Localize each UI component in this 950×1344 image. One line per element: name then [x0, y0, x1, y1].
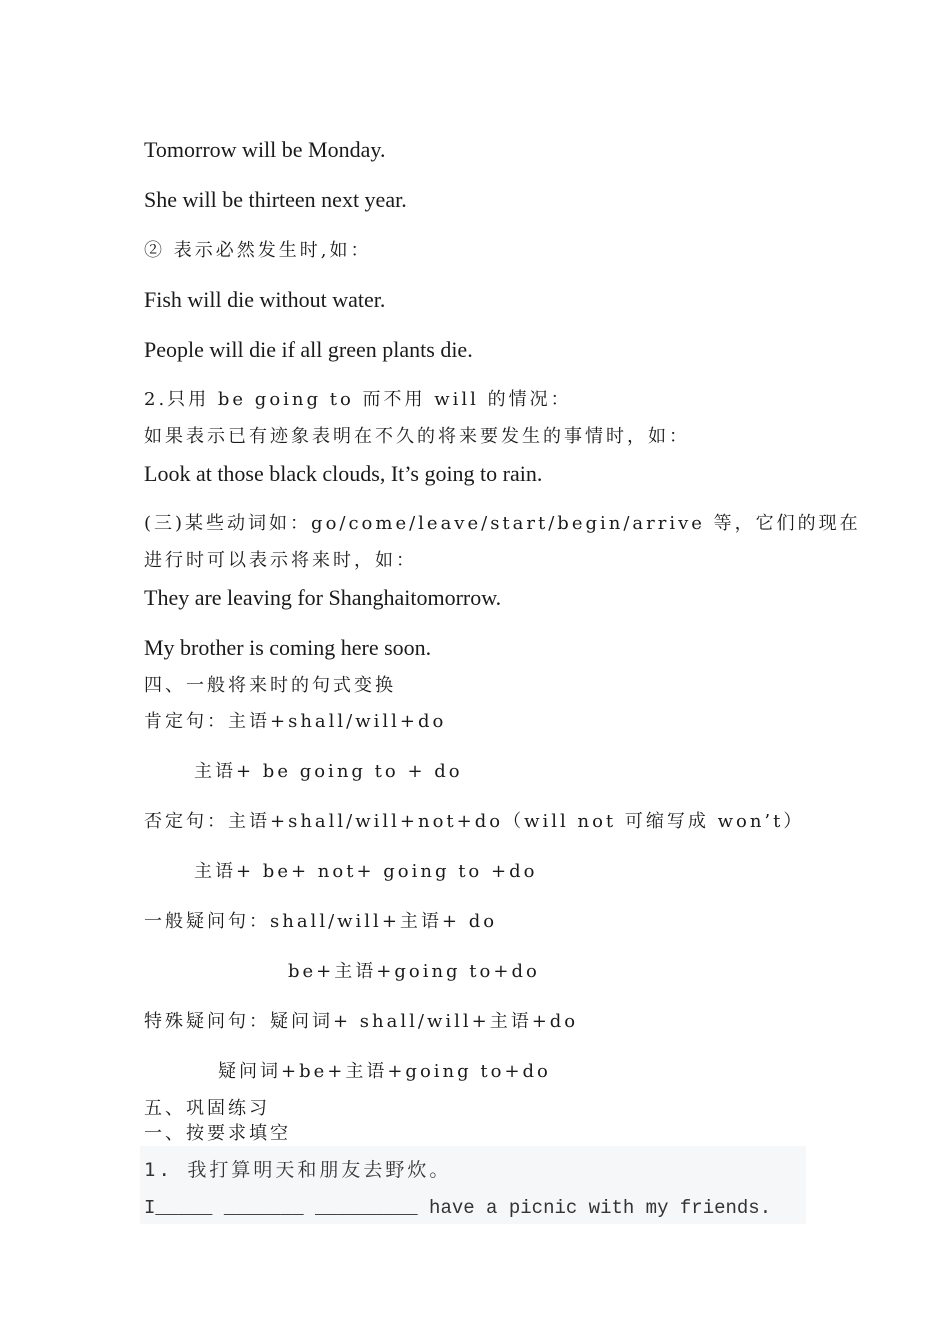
rule-heading: ② 表示必然发生时,如：: [144, 240, 372, 261]
pattern-general-question: 一般疑问句：shall/will+主语+ do: [144, 911, 498, 932]
rule-description: 进行时可以表示将来时，如：: [144, 550, 417, 571]
pattern-negative-alt: 主语+ be+ not+ going to +do: [194, 861, 538, 882]
pattern-affirmative-alt: 主语+ be going to + do: [194, 761, 463, 782]
example-sentence: Tomorrow will be Monday.: [144, 137, 386, 162]
pattern-affirmative: 肯定句：主语+shall/will+do: [144, 711, 447, 732]
rule-heading: 2.只用 be going to 而不用 will 的情况：: [144, 389, 572, 410]
rule-description: 如果表示已有迹象表明在不久的将来要发生的事情时，如：: [144, 426, 690, 447]
example-sentence: She will be thirteen next year.: [144, 187, 407, 212]
example-sentence: People will die if all green plants die.: [144, 337, 473, 362]
example-sentence: My brother is coming here soon.: [144, 635, 432, 660]
exercise-prompt: 1. 我打算明天和朋友去野炊。: [144, 1159, 452, 1181]
subsection-heading: 一、按要求填空: [144, 1123, 291, 1144]
example-sentence: Fish will die without water.: [144, 287, 386, 312]
section-heading: 五、巩固练习: [144, 1098, 270, 1119]
pattern-special-question: 特殊疑问句：疑问词+ shall/will+主语+do: [144, 1011, 579, 1032]
rule-heading: (三)某些动词如：go/come/leave/start/begin/arrive 等，它们的现在: [144, 513, 861, 534]
exercise-fill-blank[interactable]: I_____ _______ _________ have a picnic with my friends.: [144, 1197, 772, 1219]
example-sentence: They are leaving for Shanghaitomorrow.: [144, 585, 502, 610]
section-heading: 四、一般将来时的句式变换: [144, 675, 396, 696]
pattern-general-question-alt: be+主语+going to+do: [288, 961, 540, 982]
pattern-special-question-alt: 疑问词+be+主语+going to+do: [218, 1061, 551, 1082]
example-sentence: Look at those black clouds, It’s going to rain.: [144, 461, 543, 486]
pattern-negative: 否定句：主语+shall/will+not+do（will not 可缩写成 won’t）: [144, 811, 805, 832]
